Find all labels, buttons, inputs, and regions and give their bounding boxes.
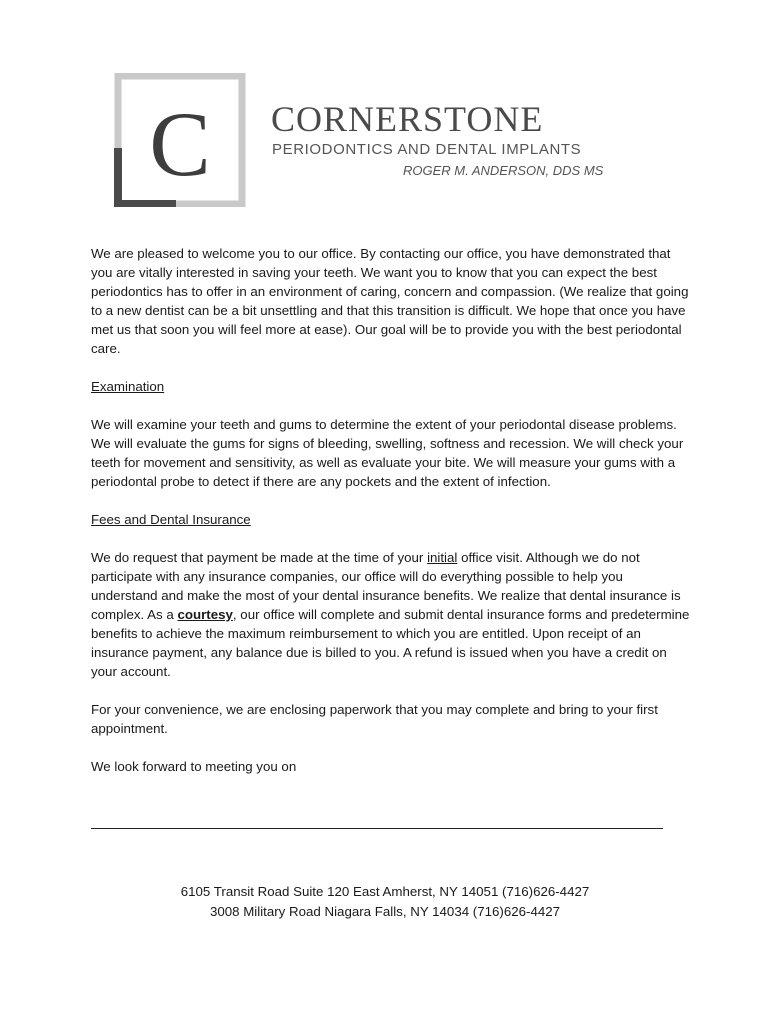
address-east-amherst: 6105 Transit Road Suite 120 East Amherst, NY 14051 (716)626-4427 [180,884,590,899]
fees-text-2: office visit. Although we do not participate with any insurance companies, our office will do everything possible to help you understand and make the most of your dental insurance benefits. We realize that dental insurance is complex. As a [91,550,681,622]
address-niagara-falls: 3008 Military Road Niagara Falls, NY 14034 (716)626-4427 [209,904,561,919]
practice-name: CORNERSTONE [271,99,544,139]
convenience-paragraph: For your convenience, we are enclosing paperwork that you may complete and bring to your first appointment. [91,702,658,736]
logo-mark [114,73,246,207]
fees-heading: Fees and Dental Insurance [91,512,251,527]
fees-emphasis-courtesy: courtesy [177,607,233,622]
doctor-name: ROGER M. ANDERSON, DDS MS [403,163,604,178]
logo-monogram: C [149,93,211,195]
letter-body [91,244,691,795]
fees-paragraph [91,548,691,681]
fees-text-3: , our office will complete and submit dental insurance forms and predetermine benefits to achieve the maximum reimbursement to which you are entitled. Upon receipt of an insurance payment, any balance due is billed to you. A refund is issued when you have a credit on your account. [91,607,690,679]
practice-tagline: PERIODONTICS AND DENTAL IMPLANTS [272,141,582,158]
fees-text-1: We do request that payment be made at the time of your [91,550,428,565]
footer-addresses [0,882,770,922]
examination-heading: Examination [91,379,165,394]
fees-emphasis-initial: initial [427,550,458,565]
examination-paragraph: We will examine your teeth and gums to determine the extent of your periodontal disease problems. We will evaluate the gums for signs of bleeding, swelling, softness and recession. We will check your teeth for movement and sensitivity, as well as evaluate your bite. We will measure your gums with a periodontal probe to detect if there are any pockets and the extent of infection. [91,417,684,489]
closing-line: We look forward to meeting you on [91,759,297,774]
date-blank-line [91,828,663,829]
intro-paragraph: We are pleased to welcome you to our office. By contacting our office, you have demonstrated that you are vitally interested in saving your teeth. We want you to know that you can expect the best periodontics has to offer in an environment of caring, concern and compassion. (We realize that going to a new dentist can be a bit unsettling and that this transition is difficult. We hope that once you have met us that soon you will feel more at ease). Our goal will be to provide you with the best periodontal care. [91,246,689,356]
